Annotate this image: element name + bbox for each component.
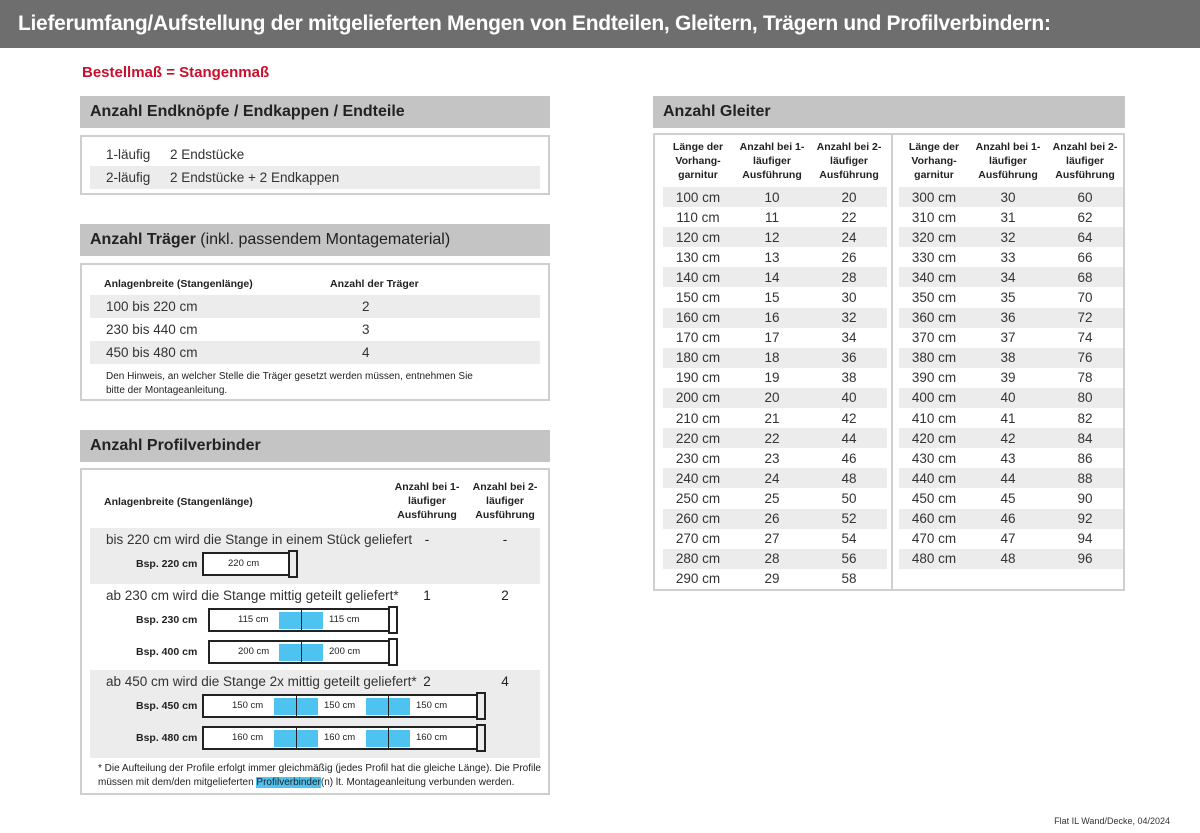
rod-segment-label: 160 cm	[324, 732, 356, 743]
table-header	[663, 135, 887, 187]
table-row	[899, 428, 1123, 448]
table-row	[90, 166, 540, 189]
cell: 42	[841, 410, 857, 426]
table-row	[899, 408, 1123, 428]
cell: 210 cm	[675, 410, 721, 426]
note-text: (n) lt. Montageanleitung verbunden werden.	[320, 777, 515, 788]
cell: 72	[1077, 310, 1093, 326]
cell: 23	[764, 450, 780, 466]
cell: 470 cm	[911, 531, 957, 547]
end-cap	[476, 692, 486, 720]
table-row	[663, 408, 887, 428]
cell: 86	[1077, 450, 1093, 466]
cell: 90	[1077, 490, 1093, 506]
table-row	[90, 318, 540, 341]
table-row	[899, 368, 1123, 388]
rod-bar	[208, 640, 390, 664]
cell: 19	[764, 370, 780, 386]
cell: 36	[841, 350, 857, 366]
cell: 76	[1077, 350, 1093, 366]
cell: 22	[841, 209, 857, 225]
cell: 11	[764, 209, 779, 225]
table-row	[663, 207, 887, 227]
col-header: Anzahl bei 2-läufiger Ausführung	[1052, 141, 1118, 181]
table-row	[899, 468, 1123, 488]
cell: 160 cm	[675, 310, 721, 326]
table-row	[899, 187, 1123, 207]
profil-note	[98, 762, 543, 790]
cell: 280 cm	[675, 551, 721, 567]
example-label: Bsp. 450 cm	[136, 700, 198, 712]
cell: 380 cm	[911, 350, 957, 366]
cell: 46	[841, 450, 857, 466]
cell: 390 cm	[911, 370, 957, 386]
cell: 440 cm	[911, 470, 957, 486]
cell: 2 Endstücke + 2 Endkappen	[170, 170, 340, 185]
cell: 370 cm	[911, 330, 957, 346]
col-header: Länge der Vorhang-garnitur	[908, 141, 960, 181]
rod-segment-label: 220 cm	[228, 558, 260, 569]
cell: 100 cm	[675, 189, 721, 205]
table-row	[899, 448, 1123, 468]
end-cap	[388, 606, 398, 634]
cell: 270 cm	[675, 531, 721, 547]
cell: 10	[764, 189, 780, 205]
rod-segment-label: 200 cm	[329, 646, 361, 657]
traeger-heading	[80, 224, 550, 256]
cell: 70	[1077, 290, 1093, 306]
cell: 100 bis 220 cm	[106, 299, 198, 314]
cell: 56	[841, 551, 857, 567]
note-text: * Die Aufteilung der Profile erfolgt immer gleichmäßig (jedes Profil hat die gleiche Länge). Die Profile müssen mit dem/den mitgelieferten	[98, 763, 541, 788]
example-label: Bsp. 400 cm	[136, 646, 198, 658]
cell: 430 cm	[911, 450, 957, 466]
cell: 28	[764, 551, 780, 567]
table-row	[663, 509, 887, 529]
cell: 80	[1077, 390, 1093, 406]
col-header: Anzahl der Träger	[330, 278, 419, 290]
table-row	[899, 348, 1123, 368]
cell: 13	[764, 249, 780, 265]
cell: 130 cm	[675, 249, 721, 265]
endteile-heading: Anzahl Endknöpfe / Endkappen / Endteile	[80, 96, 550, 128]
col-header: Anzahl bei 1-läufiger Ausführung	[975, 141, 1041, 181]
cell: 200 cm	[675, 390, 721, 406]
cell: 26	[764, 511, 780, 527]
col-header: Anzahl bei 1-läufiger Ausführung	[394, 481, 460, 521]
cell: 33	[1000, 249, 1016, 265]
table-row	[899, 328, 1123, 348]
rod-joint	[296, 696, 297, 716]
cell: 37	[1000, 330, 1016, 346]
cell: 260 cm	[675, 511, 721, 527]
table-row	[899, 529, 1123, 549]
cell: 15	[764, 290, 780, 306]
cell: 460 cm	[911, 511, 957, 527]
col-header: Anzahl bei 1-läufiger Ausführung	[739, 141, 805, 181]
gleiter-table	[653, 133, 1125, 591]
cell: 12	[764, 229, 780, 245]
cell: 88	[1077, 470, 1093, 486]
traeger-table	[80, 263, 550, 401]
traeger-heading-suffix: (inkl. passendem Montagematerial)	[200, 231, 451, 248]
cell: 17	[764, 330, 780, 346]
cell: 44	[1000, 470, 1016, 486]
table-row	[899, 549, 1123, 569]
cell: 2-läufig	[106, 170, 151, 185]
cell: 120 cm	[675, 229, 721, 245]
cell: 29	[764, 571, 780, 587]
cell: 250 cm	[675, 490, 721, 506]
rod-segment-label: 115 cm	[238, 614, 269, 625]
cell: 1-läufig	[106, 147, 151, 162]
rod-bar	[208, 608, 390, 632]
cell: 32	[1000, 229, 1016, 245]
rod-joint	[388, 696, 389, 716]
value-2: 4	[501, 674, 509, 689]
cell: 52	[841, 511, 857, 527]
end-cap	[388, 638, 398, 666]
rod-segment-label: 150 cm	[232, 700, 264, 711]
table-row	[663, 227, 887, 247]
rod-joint	[301, 610, 302, 630]
cell: 40	[1000, 390, 1016, 406]
table-row	[899, 247, 1123, 267]
table-row	[663, 488, 887, 508]
cell: 340 cm	[911, 269, 957, 285]
rod-segment-label: 150 cm	[324, 700, 356, 711]
cell: 24	[841, 229, 857, 245]
cell: 66	[1077, 249, 1093, 265]
cell: 43	[1000, 450, 1016, 466]
cell: 48	[1000, 551, 1016, 567]
example-label: Bsp. 220 cm	[136, 558, 198, 570]
footer: Flat IL Wand/Decke, 04/2024	[1054, 816, 1170, 826]
cell: 26	[841, 249, 857, 265]
cell: 450 cm	[911, 490, 957, 506]
end-cap	[476, 724, 486, 752]
cell: 47	[1000, 531, 1016, 547]
table-row	[90, 341, 540, 364]
cell: 330 cm	[911, 249, 957, 265]
profil-group	[90, 670, 540, 758]
cell: 300 cm	[911, 189, 957, 205]
cell: 34	[841, 330, 857, 346]
cell: 20	[764, 390, 780, 406]
table-row	[663, 388, 887, 408]
rod-segment-label: 200 cm	[238, 646, 270, 657]
cell: 60	[1077, 189, 1093, 205]
table-row	[663, 468, 887, 488]
cell: 180 cm	[675, 350, 721, 366]
cell: 2	[362, 299, 370, 314]
table-row	[899, 287, 1123, 307]
cell: 2 Endstücke	[170, 147, 245, 162]
divider	[891, 135, 893, 589]
cell: 220 cm	[675, 430, 721, 446]
cell: 62	[1077, 209, 1093, 225]
cell: 230 bis 440 cm	[106, 322, 198, 337]
cell: 38	[1000, 350, 1016, 366]
rod-joint	[388, 728, 389, 748]
rod-segment-label: 150 cm	[416, 700, 448, 711]
profil-group	[90, 584, 540, 668]
cell: 360 cm	[911, 310, 957, 326]
cell: 350 cm	[911, 290, 957, 306]
cell: 240 cm	[675, 470, 721, 486]
value-1: -	[424, 532, 430, 547]
cell: 32	[841, 310, 857, 326]
table-header	[899, 135, 1123, 187]
cell: 14	[764, 269, 780, 285]
cell: 24	[764, 470, 780, 486]
value-1: 1	[423, 588, 431, 603]
cell: 22	[764, 430, 780, 446]
table-row	[899, 227, 1123, 247]
col-header: Anzahl bei 2-läufiger Ausführung	[816, 141, 882, 181]
table-row	[663, 448, 887, 468]
table-row	[663, 529, 887, 549]
table-row	[90, 143, 540, 166]
cell: 150 cm	[675, 290, 721, 306]
rod-segment-label: 160 cm	[416, 732, 448, 743]
table-row	[899, 207, 1123, 227]
cell: 400 cm	[911, 390, 957, 406]
table-row	[663, 549, 887, 569]
end-cap	[288, 550, 298, 578]
cell: 410 cm	[911, 410, 957, 426]
table-row	[663, 287, 887, 307]
cell: 230 cm	[675, 450, 721, 466]
table-row	[899, 488, 1123, 508]
col-header: Anzahl bei 2-läufiger Ausführung	[472, 481, 538, 521]
cell: 170 cm	[675, 330, 721, 346]
profil-table	[80, 468, 550, 795]
cell: 190 cm	[675, 370, 721, 386]
cell: 94	[1077, 531, 1093, 547]
cell: 18	[764, 350, 780, 366]
cell: 140 cm	[675, 269, 721, 285]
table-row	[663, 328, 887, 348]
group-text: ab 230 cm wird die Stange mittig geteilt geliefert*	[106, 588, 399, 603]
table-row	[663, 428, 887, 448]
cell: 3	[362, 322, 370, 337]
example-label: Bsp. 480 cm	[136, 732, 198, 744]
table-row	[663, 247, 887, 267]
table-row	[90, 295, 540, 318]
profil-heading: Anzahl Profilverbinder	[80, 430, 550, 462]
rod-segment-label: 115 cm	[329, 614, 360, 625]
cell: 46	[1000, 511, 1016, 527]
table-row	[663, 348, 887, 368]
cell: 84	[1077, 430, 1093, 446]
traeger-heading-text: Anzahl Träger	[90, 231, 196, 248]
cell: 36	[1000, 310, 1016, 326]
col-header: Anlagenbreite (Stangenlänge)	[104, 496, 253, 508]
cell: 41	[1000, 410, 1016, 426]
rod-joint	[296, 728, 297, 748]
cell: 21	[764, 410, 780, 426]
value-1: 2	[423, 674, 431, 689]
page-title: Lieferumfang/Aufstellung der mitgelieferten Mengen von Endteilen, Gleitern, Trägern und Profilverbindern:	[0, 0, 1200, 48]
table-row	[899, 509, 1123, 529]
rod-bar	[202, 694, 478, 718]
cell: 50	[841, 490, 857, 506]
cell: 64	[1077, 229, 1093, 245]
cell: 16	[764, 310, 780, 326]
gleiter-heading: Anzahl Gleiter	[653, 96, 1125, 128]
cell: 39	[1000, 370, 1016, 386]
profil-group	[90, 528, 540, 584]
cell: 44	[841, 430, 857, 446]
table-row	[663, 267, 887, 287]
cell: 450 bis 480 cm	[106, 345, 198, 360]
cell: 48	[841, 470, 857, 486]
cell: 74	[1077, 330, 1093, 346]
cell: 96	[1077, 551, 1093, 567]
cell: 20	[841, 189, 857, 205]
group-text: bis 220 cm wird die Stange in einem Stück geliefert	[106, 532, 413, 547]
traeger-note: Den Hinweis, an welcher Stelle die Träger gesetzt werden müssen, entnehmen Sie bitte der Montageanleitung.	[106, 371, 473, 396]
group-text: ab 450 cm wird die Stange 2x mittig geteilt geliefert*	[106, 674, 417, 689]
cell: 420 cm	[911, 430, 957, 446]
table-row	[899, 308, 1123, 328]
cell: 290 cm	[675, 571, 721, 587]
value-2: 2	[501, 588, 509, 603]
cell: 480 cm	[911, 551, 957, 567]
rod-joint	[301, 642, 302, 662]
table-row	[663, 368, 887, 388]
table-row	[663, 187, 887, 207]
rod-bar	[202, 552, 290, 576]
cell: 27	[764, 531, 780, 547]
cell: 54	[841, 531, 857, 547]
table-row	[899, 267, 1123, 287]
subtitle: Bestellmaß = Stangenmaß	[82, 64, 270, 81]
rod-bar	[202, 726, 478, 750]
example-label: Bsp. 230 cm	[136, 614, 198, 626]
cell: 30	[841, 290, 857, 306]
table-row	[899, 388, 1123, 408]
cell: 110 cm	[676, 209, 720, 225]
cell: 310 cm	[911, 209, 957, 225]
cell: 92	[1077, 511, 1093, 527]
col-header: Anlagenbreite (Stangenlänge)	[104, 278, 253, 290]
cell: 42	[1000, 430, 1016, 446]
note-highlight: Profilverbinder	[256, 777, 321, 788]
cell: 31	[1000, 209, 1016, 225]
table-row	[663, 308, 887, 328]
cell: 78	[1077, 370, 1093, 386]
cell: 320 cm	[911, 229, 957, 245]
cell: 28	[841, 269, 857, 285]
cell: 30	[1000, 189, 1016, 205]
cell: 82	[1077, 410, 1093, 426]
cell: 45	[1000, 490, 1016, 506]
endteile-table	[80, 135, 550, 195]
table-row	[663, 569, 887, 589]
cell: 68	[1077, 269, 1093, 285]
cell: 58	[841, 571, 857, 587]
cell: 25	[764, 490, 780, 506]
cell: 38	[841, 370, 857, 386]
cell: 35	[1000, 290, 1016, 306]
cell: 34	[1000, 269, 1016, 285]
col-header: Länge der Vorhang-garnitur	[672, 141, 724, 181]
value-2: -	[502, 532, 508, 547]
rod-segment-label: 160 cm	[232, 732, 264, 743]
cell: 4	[362, 345, 370, 360]
cell: 40	[841, 390, 857, 406]
